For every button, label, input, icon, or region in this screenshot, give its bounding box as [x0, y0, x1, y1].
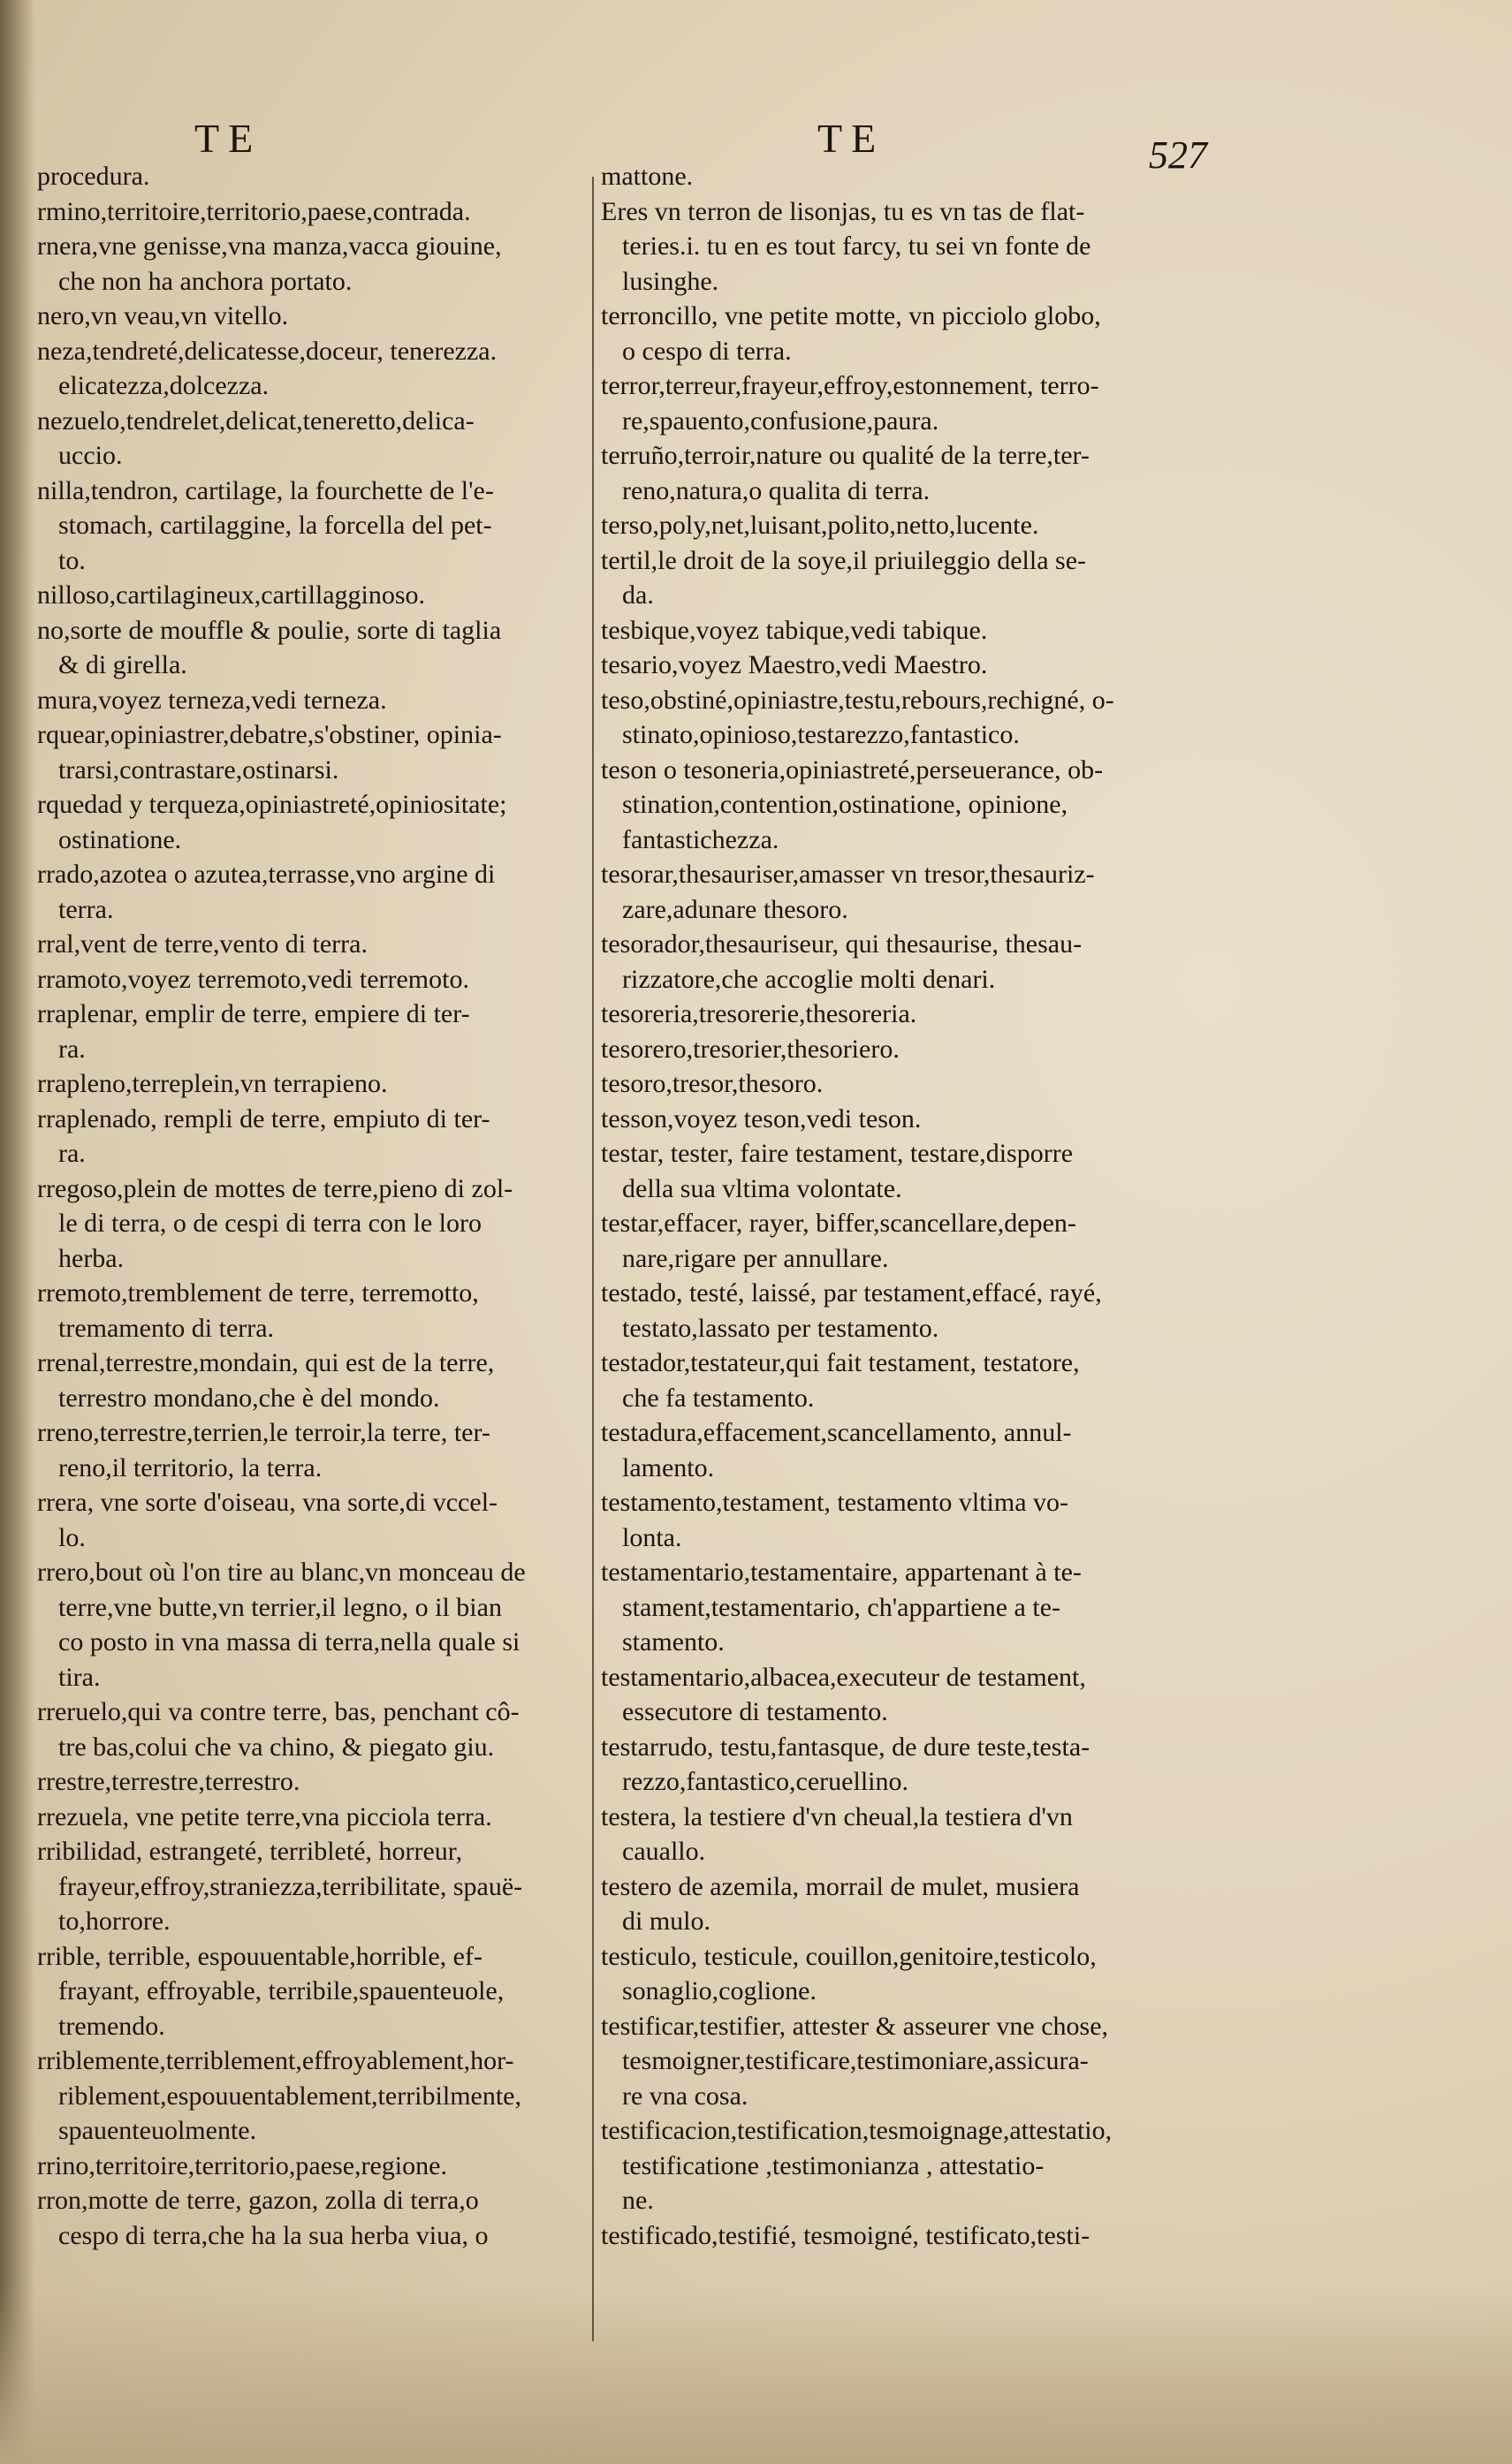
dictionary-line: terre,vne butte,vn terrier,il legno, o il bian: [58, 1592, 502, 1622]
dictionary-line: cauallo.: [622, 1837, 706, 1866]
dictionary-line: tesario,voyez Maestro,vedi Maestro.: [601, 650, 988, 679]
dictionary-line: tesorador,thesauriseur, qui thesaurise, thesau-: [601, 929, 1083, 959]
dictionary-line: testador,testateur,qui fait testament, testatore,: [601, 1348, 1080, 1377]
dictionary-line: rregoso,plein de mottes de terre,pieno di zol-: [37, 1173, 513, 1203]
dictionary-line: testamentario,testamentaire, appartenant à te-: [601, 1558, 1082, 1587]
dictionary-line: lonta.: [622, 1522, 682, 1552]
dictionary-line: reno,natura,o qualita di terra.: [622, 475, 931, 505]
dictionary-line: elicatezza,dolcezza.: [58, 371, 270, 400]
dictionary-line: rribilidad, estrangeté, terribleté, horreur,: [37, 1837, 463, 1866]
dictionary-line: stomach, cartilaggine, la forcella del pet-: [58, 511, 492, 540]
dictionary-line: nare,rigare per annullare.: [622, 1243, 889, 1273]
dictionary-line: re vna cosa.: [622, 2081, 748, 2111]
dictionary-line: rreno,terrestre,terrien,le terroir,la terre, ter-: [37, 1418, 490, 1447]
dictionary-line: no,sorte de mouffle & poulie, sorte di taglia: [37, 615, 502, 645]
book-spine-shadow: [0, 0, 35, 2464]
dictionary-line: rrero,bout où l'on tire au blanc,vn monceau de: [37, 1558, 526, 1587]
dictionary-line: to,horrore.: [58, 1907, 171, 1936]
dictionary-line: o cespo di terra.: [622, 336, 792, 366]
dictionary-line: tertil,le droit de la soye,il priuileggio della se-: [601, 545, 1087, 575]
dictionary-line: rreruelo,qui va contre terre, bas, penchant cô-: [37, 1697, 520, 1726]
dictionary-line: reno,il territorio, la terra.: [58, 1452, 323, 1482]
dictionary-line: rrera, vne sorte d'oiseau, vna sorte,di vccel-: [37, 1488, 498, 1517]
dictionary-line: che fa testamento.: [622, 1383, 815, 1413]
dictionary-line: rremoto,tremblement de terre, terremotto,: [37, 1278, 479, 1308]
dictionary-line: testamentario,albacea,executeur de testament,: [601, 1662, 1086, 1692]
dictionary-line: rramoto,voyez terremoto,vedi terremoto.: [37, 964, 469, 994]
dictionary-line: che non ha anchora portato.: [58, 266, 353, 296]
dictionary-line: rriblemente,terriblement,effroyablement,hor-: [37, 2046, 514, 2075]
dictionary-line: testificado,testifié, tesmoigné, testificato,testi-: [601, 2220, 1090, 2250]
dictionary-line: ra.: [58, 1139, 86, 1168]
dictionary-line: rrado,azotea o azutea,terrasse,vno argine di: [37, 860, 496, 889]
dictionary-line: rrino,territoire,territorio,paese,regione.: [37, 2150, 447, 2180]
page-number: 527: [1149, 133, 1207, 177]
dictionary-line: testar, tester, faire testament, testare,disporre: [601, 1139, 1074, 1168]
dictionary-line: cespo di terra,che ha la sua herba viua, o: [58, 2220, 489, 2250]
dictionary-line: da.: [622, 580, 654, 610]
dictionary-line: testera, la testiere d'vn cheual,la testiera d'vn: [601, 1801, 1073, 1831]
page-bottom-shadow: [0, 2287, 1512, 2464]
dictionary-line: nezuelo,tendrelet,delicat,teneretto,delica-: [37, 406, 475, 436]
dictionary-line: rquedad y terqueza,opiniastreté,opiniositate;: [37, 790, 507, 819]
dictionary-line: tesson,voyez teson,vedi teson.: [601, 1103, 922, 1133]
dictionary-line: lusinghe.: [622, 266, 719, 296]
right-column: [601, 159, 1224, 2253]
dictionary-line: rezzo,fantastico,ceruellino.: [622, 1767, 908, 1796]
dictionary-line: re,spauento,confusione,paura.: [622, 406, 939, 436]
dictionary-line: testificacion,testification,tesmoignage,attestatio,: [601, 2116, 1113, 2145]
dictionary-line: testificatione ,testimonianza , attestatio-: [622, 2150, 1045, 2180]
dictionary-line: testero de azemila, morrail de mulet, musiera: [601, 1871, 1080, 1901]
dictionary-line: rrible, terrible, espouuentable,horrible, ef-: [37, 1941, 482, 1971]
dictionary-line: zare,adunare thesoro.: [622, 894, 848, 924]
dictionary-line: testarrudo, testu,fantasque, de dure teste,testa-: [601, 1732, 1090, 1762]
dictionary-line: mura,voyez terneza,vedi terneza.: [37, 685, 387, 715]
dictionary-line: terso,poly,net,luisant,polito,netto,lucente.: [601, 511, 1039, 540]
dictionary-line: rquear,opiniastrer,debatre,s'obstiner, opinia-: [37, 720, 502, 749]
dictionary-line: terruño,terroir,nature ou qualité de la terre,ter-: [601, 441, 1090, 470]
dictionary-line: terrestro mondano,che è del mondo.: [58, 1383, 440, 1413]
dictionary-line: testadura,effacement,scancellamento, annul-: [601, 1418, 1072, 1447]
dictionary-line: spauenteuolmente.: [58, 2116, 257, 2145]
dictionary-line: terror,terreur,frayeur,effroy,estonnement, terro-: [601, 371, 1099, 400]
dictionary-line: tesoreria,tresorerie,thesoreria.: [601, 999, 917, 1028]
dictionary-line: & di girella.: [58, 650, 187, 679]
dictionary-line: teson o tesoneria,opiniastreté,perseuerance, ob-: [601, 754, 1104, 785]
dictionary-line: trarsi,contrastare,ostinarsi.: [58, 754, 339, 785]
dictionary-line: stination,contention,ostinatione, opinione,: [622, 790, 1068, 819]
dictionary-line: sonaglio,coglione.: [622, 1976, 817, 2005]
dictionary-line: rmino,territoire,territorio,paese,contrada.: [37, 196, 471, 226]
dictionary-line: tesorero,tresorier,thesoriero.: [601, 1034, 900, 1064]
dictionary-line: lo.: [58, 1522, 86, 1552]
dictionary-line: rrezuela, vne petite terre,vna picciola terra.: [37, 1801, 492, 1831]
dictionary-line: tira.: [58, 1662, 101, 1692]
dictionary-line: rral,vent de terre,vento di terra.: [37, 929, 368, 959]
dictionary-line: nero,vn veau,vn vitello.: [37, 301, 289, 330]
dictionary-line: to.: [58, 545, 86, 575]
dictionary-line: rnera,vne genisse,vna manza,vacca giouine,: [37, 231, 502, 261]
dictionary-line: tremamento di terra.: [58, 1313, 275, 1343]
dictionary-line: rrapleno,terreplein,vn terrapieno.: [37, 1069, 388, 1098]
dictionary-line: terra.: [58, 894, 114, 924]
dictionary-line: rron,motte de terre, gazon, zolla di terra,o: [37, 2186, 479, 2215]
dictionary-line: rrestre,terrestre,terrestro.: [37, 1767, 300, 1796]
dictionary-line: le di terra, o de cespi di terra con le loro: [58, 1209, 482, 1238]
dictionary-line: riblement,espouuentablement,terribilmente,: [58, 2081, 521, 2111]
dictionary-line: co posto in vna massa di terra,nella quale si: [58, 1627, 520, 1657]
dictionary-line: terroncillo, vne petite motte, vn picciolo globo,: [601, 301, 1101, 330]
dictionary-line: ra.: [58, 1034, 86, 1064]
dictionary-line: ne.: [622, 2186, 654, 2215]
dictionary-line: di mulo.: [622, 1907, 711, 1936]
dictionary-line: testificar,testifier, attester & asseurer vne chose,: [601, 2011, 1109, 2041]
dictionary-line: teso,obstiné,opiniastre,testu,rebours,rechigné, o-: [601, 685, 1114, 715]
dictionary-line: ostinatione.: [58, 824, 182, 854]
dictionary-line: procedura.: [37, 162, 150, 191]
dictionary-line: rizzatore,che accoglie molti denari.: [622, 964, 996, 994]
dictionary-line: stament,testamentario, ch'appartiene a te-: [622, 1592, 1061, 1622]
dictionary-line: tesbique,voyez tabique,vedi tabique.: [601, 615, 988, 645]
dictionary-line: tesorar,thesauriser,amasser vn tresor,thesauriz-: [601, 860, 1095, 889]
dictionary-line: tesmoigner,testificare,testimoniare,assicura-: [622, 2046, 1089, 2075]
dictionary-line: Eres vn terron de lisonjas, tu es vn tas de flat-: [601, 196, 1085, 226]
dictionary-line: testato,lassato per testamento.: [622, 1313, 939, 1343]
dictionary-line: uccio.: [58, 441, 123, 470]
dictionary-line: lamento.: [622, 1452, 715, 1482]
dictionary-line: testar,effacer, rayer, biffer,scancellare,depen-: [601, 1209, 1076, 1238]
dictionary-line: stamento.: [622, 1627, 725, 1657]
right-running-head: TE: [817, 116, 885, 161]
dictionary-line: frayant, effroyable, terribile,spauenteuole,: [58, 1976, 505, 2005]
dictionary-line: nilloso,cartilagineux,cartillagginoso.: [37, 580, 426, 610]
dictionary-line: neza,tendreté,delicatesse,doceur, tenerezza.: [37, 336, 498, 366]
dictionary-line: mattone.: [601, 162, 694, 191]
dictionary-line: rraplenado, rempli de terre, empiuto di ter-: [37, 1103, 490, 1133]
dictionary-line: testiculo, testicule, couillon,genitoire,testicolo,: [601, 1941, 1097, 1971]
dictionary-line: testamento,testament, testamento vltima vo-: [601, 1488, 1069, 1517]
dictionary-line: tremendo.: [58, 2011, 165, 2041]
dictionary-line: frayeur,effroy,straniezza,terribilitate, spauë-: [58, 1871, 523, 1901]
dictionary-line: fantastichezza.: [622, 824, 779, 854]
left-running-head: TE: [194, 116, 262, 161]
dictionary-line: rrenal,terrestre,mondain, qui est de la terre,: [37, 1348, 495, 1377]
dictionary-line: herba.: [58, 1243, 125, 1273]
left-column: [37, 159, 581, 2253]
dictionary-line: della sua vltima volontate.: [622, 1173, 902, 1203]
dictionary-line: rraplenar, emplir de terre, empiere di ter-: [37, 999, 470, 1028]
dictionary-line: tesoro,tresor,thesoro.: [601, 1069, 824, 1098]
dictionary-line: stinato,opinioso,testarezzo,fantastico.: [622, 720, 1020, 749]
column-divider: [592, 177, 594, 2341]
dictionary-line: essecutore di testamento.: [622, 1697, 888, 1726]
dictionary-line: nilla,tendron, cartilage, la fourchette de l'e-: [37, 475, 494, 505]
dictionary-line: teries.i. tu en es tout farcy, tu sei vn fonte de: [622, 231, 1091, 261]
dictionary-line: testado, testé, laissé, par testament,effacé, rayé,: [601, 1278, 1102, 1308]
dictionary-line: tre bas,colui che va chino, & piegato giu.: [58, 1732, 495, 1762]
